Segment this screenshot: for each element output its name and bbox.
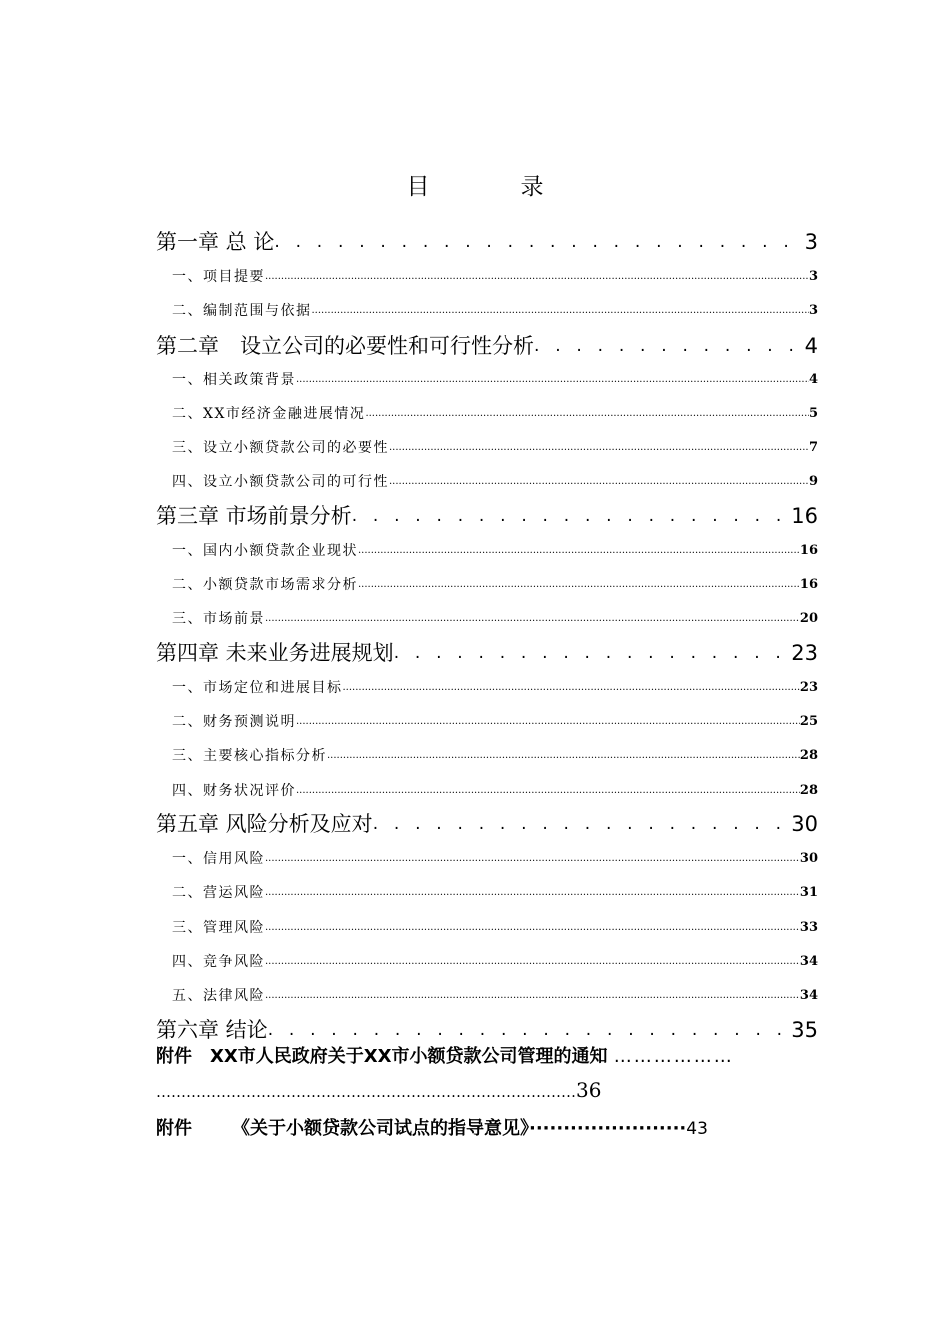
toc-entry-label: 第四章 未来业务进展规划 — [156, 641, 394, 665]
toc-entry-label: 三、主要核心指标分析 — [172, 748, 327, 764]
toc-chapter-4[interactable] — [156, 639, 818, 667]
dot-leader — [343, 678, 800, 698]
toc-entry-label: 三、管理风险 — [172, 920, 265, 936]
toc-entry-label: 五、法律风险 — [172, 988, 265, 1004]
dot-leader — [268, 1016, 792, 1044]
toc-section[interactable] — [156, 952, 818, 972]
toc-chapter-3[interactable] — [156, 502, 818, 530]
toc-chapter-1[interactable] — [156, 228, 818, 256]
toc-entry-label: 第一章 总 论 — [156, 230, 275, 254]
dot-leader — [296, 781, 800, 801]
toc-page-number: 28 — [799, 783, 818, 798]
dot-leader — [373, 810, 792, 838]
toc-page-number: 23 — [799, 680, 818, 695]
toc-page-number: 34 — [799, 988, 818, 1003]
dot-leader — [296, 370, 809, 390]
toc-section[interactable] — [156, 781, 818, 801]
dot-leader — [274, 228, 804, 256]
dot-leader — [358, 541, 800, 561]
toc-page-number: 4 — [804, 334, 818, 358]
dot-leader — [312, 301, 809, 321]
dot-leader — [534, 332, 805, 360]
dot-leader — [389, 438, 809, 458]
toc-section[interactable] — [156, 609, 818, 629]
toc-entry-label: 四、设立小额贷款公司的可行性 — [172, 474, 389, 490]
toc-entry-label: 第五章 风险分析及应对 — [156, 812, 373, 836]
toc-section[interactable] — [156, 575, 818, 595]
toc-page-number: 9 — [808, 474, 818, 489]
dot-leader — [265, 883, 800, 903]
toc-entry-label: 一、市场定位和进展目标 — [172, 680, 343, 696]
appendix-2-title: 《关于小额贷款公司试点的指导意见》 — [232, 1118, 529, 1139]
toc-page-number: 43 — [686, 1119, 708, 1139]
toc-page-number: 34 — [799, 954, 818, 969]
toc-section[interactable] — [156, 472, 818, 492]
toc-section[interactable] — [156, 883, 818, 903]
toc-page-number: 36 — [576, 1078, 602, 1102]
toc-section[interactable] — [156, 678, 818, 698]
toc-page-number: 33 — [799, 920, 818, 935]
toc-appendix-2[interactable] — [156, 1114, 856, 1140]
toc-page-number: 3 — [804, 230, 818, 254]
toc-page-number: 7 — [808, 440, 818, 455]
toc-page-number: 16 — [799, 577, 818, 592]
dot-leader — [394, 639, 792, 667]
toc-section[interactable] — [156, 301, 818, 321]
toc-page-number: 3 — [808, 303, 818, 318]
dot-leader — [352, 502, 792, 530]
toc-page-number: 20 — [799, 611, 818, 626]
dot-leader — [389, 472, 809, 492]
dot-leader — [265, 609, 800, 629]
dot-leader — [265, 267, 809, 287]
toc-page-number: 23 — [791, 641, 818, 665]
toc-chapter-5[interactable] — [156, 810, 818, 838]
toc-appendix-1[interactable] — [156, 1042, 856, 1068]
toc-entry-label: 三、设立小额贷款公司的必要性 — [172, 440, 389, 456]
toc-entry-label: 一、信用风险 — [172, 851, 265, 867]
appendix-1-label: 附件 XX市人民政府关于XX市小额贷款公司管理的通知 — [156, 1046, 608, 1067]
toc-page-number: 25 — [799, 714, 818, 729]
toc-section[interactable] — [156, 849, 818, 869]
toc-entry-label: 一、国内小额贷款企业现状 — [172, 543, 358, 559]
toc-title: 目 录 — [406, 174, 578, 200]
toc-entry-label: 第六章 结论 — [156, 1018, 268, 1042]
toc-entry-label: 二、小额贷款市场需求分析 — [172, 577, 358, 593]
toc-entry-label: 一、相关政策背景 — [172, 372, 296, 388]
dot-leader — [265, 986, 800, 1006]
toc-entry-label: 第三章 市场前景分析 — [156, 504, 352, 528]
dot-leader: ……………… — [613, 1046, 734, 1067]
toc-section[interactable] — [156, 541, 818, 561]
toc-entry-label: 四、竞争风险 — [172, 954, 265, 970]
toc-section[interactable] — [156, 746, 818, 766]
toc-section[interactable] — [156, 918, 818, 938]
toc-section[interactable] — [156, 267, 818, 287]
dot-leader — [265, 849, 800, 869]
toc-entry-label: 二、财务预测说明 — [172, 714, 296, 730]
dot-leader — [365, 404, 809, 424]
toc-entry-label: 四、财务状况评价 — [172, 783, 296, 799]
toc-appendix-1-continued[interactable] — [156, 1078, 856, 1102]
dot-leader — [296, 712, 800, 732]
toc-section[interactable] — [156, 986, 818, 1006]
toc-page-number: 4 — [808, 372, 818, 387]
toc-page-number: 31 — [799, 885, 818, 900]
toc-page-number: 28 — [799, 748, 818, 763]
toc-page-number: 16 — [799, 543, 818, 558]
toc-entry-label: 一、项目提要 — [172, 269, 265, 285]
toc-entry-label: 第二章 设立公司的必要性和可行性分析 — [156, 334, 534, 358]
dot-leader — [358, 575, 800, 595]
toc-page-number: 35 — [791, 1018, 818, 1042]
toc-page-number: 16 — [791, 504, 818, 528]
toc-section[interactable] — [156, 370, 818, 390]
toc-entry-label: 二、XX市经济金融进展情况 — [172, 406, 366, 422]
toc-entry-label: 三、市场前景 — [172, 611, 265, 627]
toc-page-number: 3 — [808, 269, 818, 284]
toc-chapter-6[interactable] — [156, 1016, 818, 1044]
appendix-2-prefix: 附件 — [156, 1118, 192, 1139]
toc-section[interactable] — [156, 712, 818, 732]
toc-page-number: 30 — [799, 851, 818, 866]
dot-leader — [265, 952, 800, 972]
toc-entry-label: 二、编制范围与依据 — [172, 303, 312, 319]
dot-leader — [327, 746, 800, 766]
toc-chapter-2[interactable] — [156, 332, 818, 360]
dot-leader — [265, 918, 800, 938]
toc-section[interactable] — [156, 404, 818, 424]
toc-page-number: 30 — [791, 812, 818, 836]
toc-page-number: 5 — [808, 406, 818, 421]
dot-leader: ………………………………………………………………………… — [156, 1083, 576, 1101]
toc-section[interactable] — [156, 438, 818, 458]
dot-leader: ······················· — [529, 1118, 687, 1139]
toc-entry-label: 二、营运风险 — [172, 885, 265, 901]
